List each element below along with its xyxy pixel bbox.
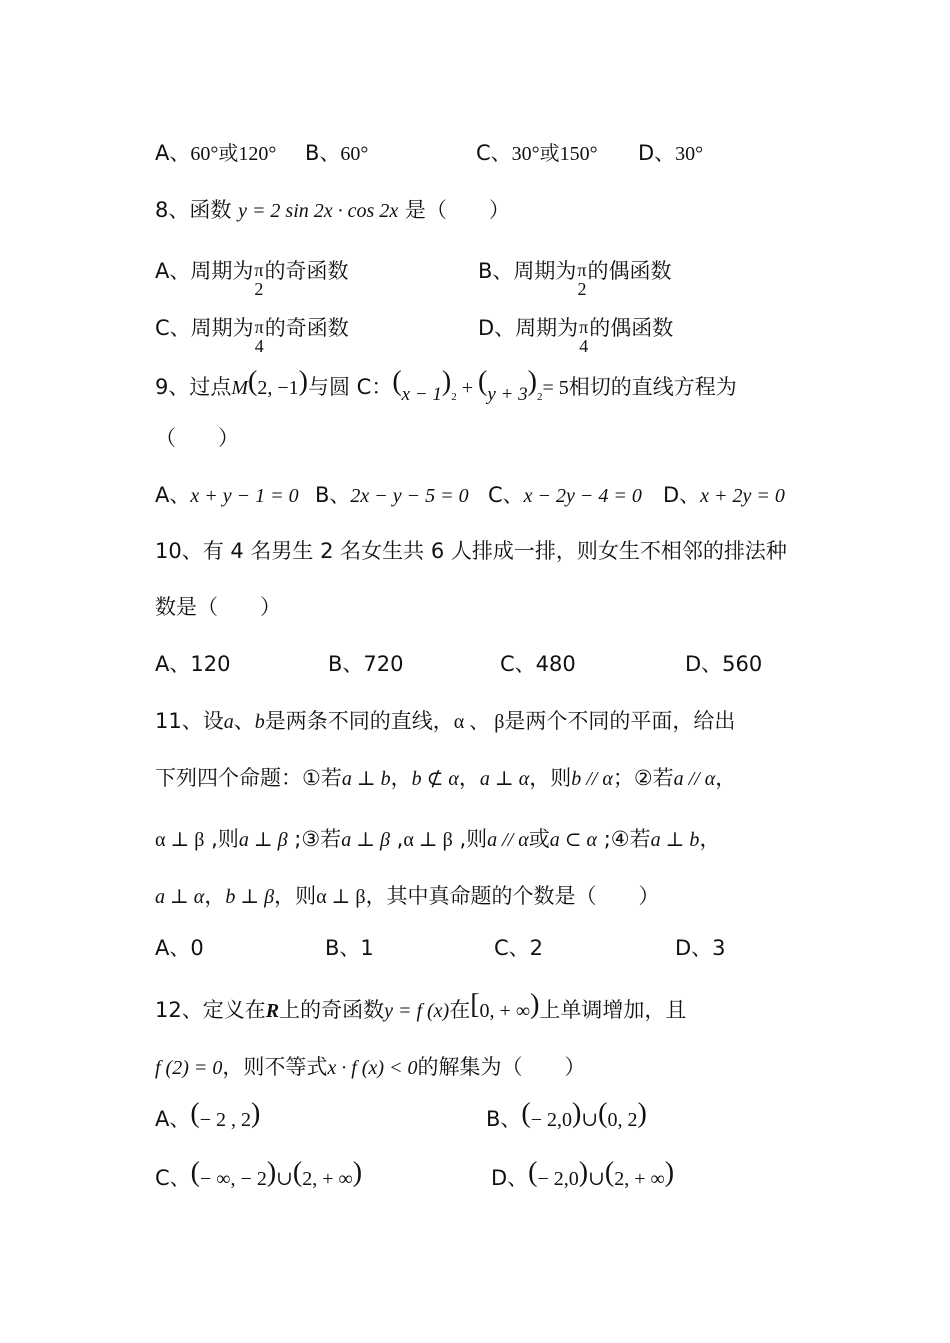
q12-stem-line1: 12、定义在R上的奇函数y = f (x)在[0, + ∞)上单调增加，且 (155, 989, 687, 1022)
q12-option-b: B、(− 2,0)∪(0, 2) (486, 1098, 647, 1131)
q12-stem-line2: f (2) = 0，则不等式x · f (x) < 0的解集为（ ） (155, 1055, 586, 1079)
q10-stem-line2: 数是（ ） (155, 595, 281, 619)
q10-option-a: A、120 (155, 652, 231, 676)
q8-option-b: B、周期为 π 2 的偶函数 (478, 258, 672, 299)
q10-option-c: C、480 (500, 652, 576, 676)
q8-stem: 8、函数 y = 2 sin 2x · cos 2x 是（ ） (155, 198, 510, 222)
q12-option-d: D、(− 2,0)∪(2, + ∞) (491, 1157, 675, 1190)
q11-option-d: D、3 (675, 936, 726, 960)
q9-stem: 9、过点M(2, −1)与圆 C：$(x - 1)_2 + (y + 3)_2= 5$相切的直线方程为 (155, 366, 737, 405)
q7-option-a: A、60°或120° (155, 141, 277, 165)
q11-stem-line1: 11、设a、b是两条不同的直线，α 、 β是两个不同的平面，给出 (155, 709, 736, 733)
q11-option-a: A、0 (155, 936, 204, 960)
q7-option-d: D、30° (638, 141, 704, 165)
q9-bracket: （ ） (155, 426, 239, 450)
q11-stem-line3: α ⊥ β ,则a ⊥ β ;③若a ⊥ β ,α ⊥ β ,则a // α或a ⊂ α ;④若a ⊥ b， (155, 827, 721, 851)
q8-option-a: A、周期为 π 2 的奇函数 (155, 258, 349, 299)
q12-option-c: C、(− ∞, − 2)∪(2, + ∞) (155, 1157, 363, 1190)
q12-option-a: A、(− 2 , 2) (155, 1098, 261, 1131)
q9-option-a: A、x + y − 1 = 0 (155, 483, 299, 507)
q10-option-b: B、720 (328, 652, 404, 676)
q8-option-d: D、周期为 π 4 的偶函数 (478, 315, 674, 356)
q7-option-b: B、60° (305, 141, 369, 165)
q11-stem-line4: a ⊥ α，b ⊥ β，则α ⊥ β，其中真命题的个数是（ ） (155, 884, 660, 908)
q11-option-c: C、2 (494, 936, 544, 960)
q9-option-d: D、x + 2y = 0 (663, 483, 785, 507)
q8-option-c: C、周期为 π 4 的奇函数 (155, 315, 349, 356)
q10-stem-line1: 10、有 4 名男生 2 名女生共 6 人排成一排，则女生不相邻的排法种 (155, 539, 787, 563)
q11-option-b: B、1 (325, 936, 374, 960)
q10-option-d: D、560 (685, 652, 763, 676)
q9-option-b: B、2x − y − 5 = 0 (315, 483, 469, 507)
q11-stem-line2: 下列四个命题：①若a ⊥ b，b ⊄ α，a ⊥ α，则b // α；②若a // α， (155, 766, 737, 790)
q7-option-c: C、30°或150° (476, 141, 598, 165)
q9-option-c: C、x − 2y − 4 = 0 (488, 483, 642, 507)
